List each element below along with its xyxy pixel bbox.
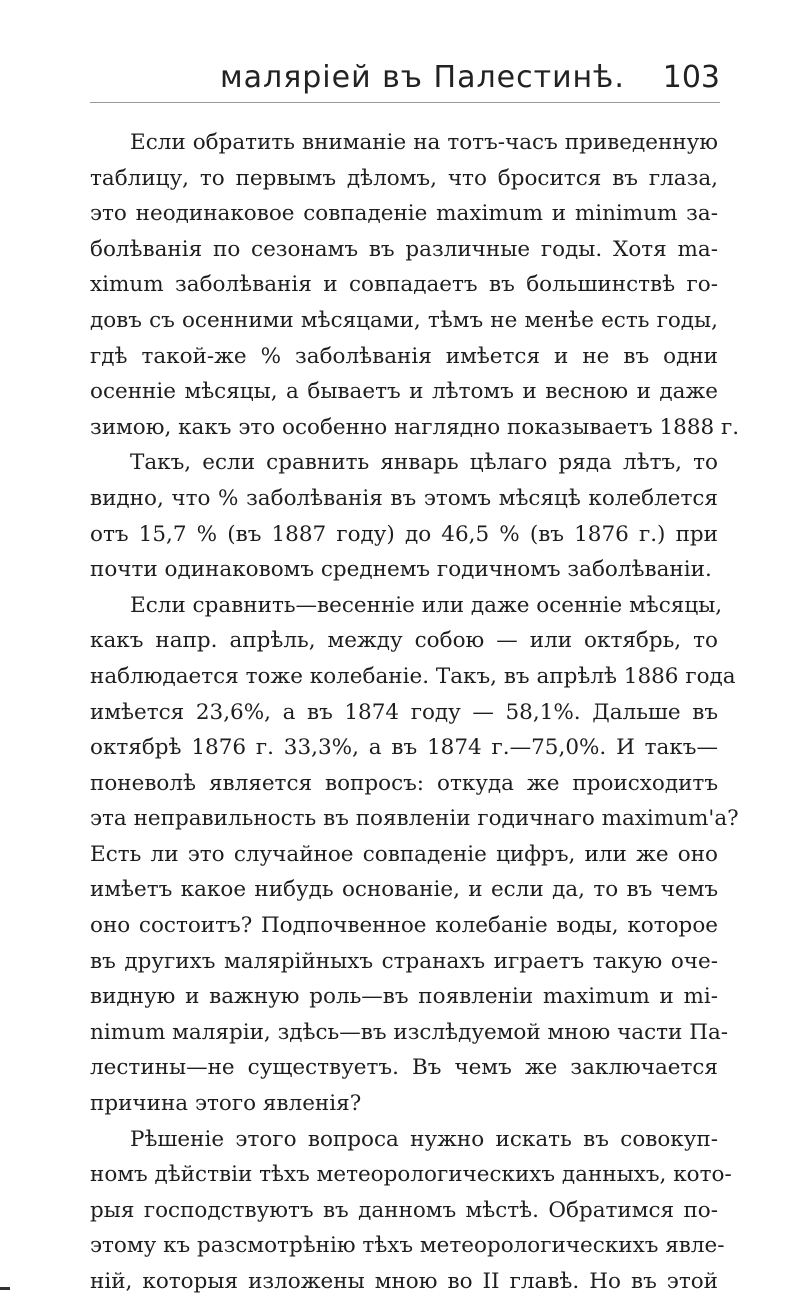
text-line: Если обратить вниманіе на тотъ-часъ приведенную: [130, 130, 718, 155]
text-line: наблюдается тоже колебаніе. Такъ, въ апрѣлѣ 1886 года: [90, 663, 736, 689]
text-line: отъ 15,7 % (въ 1887 году) до 46,5 % (въ 1876 г.) при: [90, 521, 718, 547]
text-line: эта неправильность въ появленіи годичнаго maximum'a?: [90, 806, 739, 832]
text-line: причина этого явленія?: [90, 1091, 362, 1117]
text-line: Есть ли это случайное совпаденіе цифръ, или же оно: [90, 841, 718, 867]
text-line: Рѣшеніе этого вопроса нужно искать въ совокуп-: [130, 1126, 718, 1152]
text-line: зимою, какъ это особенно наглядно показываетъ 1888 г.: [90, 414, 740, 440]
text-line: Такъ, если сравнить январь цѣлаго ряда лѣтъ, то: [130, 450, 718, 476]
text-line: этому къ разсмотрѣнію тѣхъ метеорологическихъ явле-: [90, 1233, 725, 1259]
text-line: гдѣ такой-же % заболѣванія имѣется и не въ одни: [90, 343, 718, 369]
text-line: имѣетъ какое нибудь основаніе, и если да, то въ чемъ: [90, 877, 718, 903]
text-line: оно состоитъ? Подпочвенное колебаніе воды, которое: [90, 913, 718, 939]
running-title: маляріей въ Палестинѣ.: [220, 60, 625, 95]
header-rule: [90, 102, 720, 103]
text-line: осенніе мѣсяцы, а бываетъ и лѣтомъ и весною и даже: [90, 379, 718, 405]
text-line: ximum заболѣванія и совпадаетъ въ большинствѣ го-: [90, 272, 718, 298]
text-line: номъ дѣйствіи тѣхъ метеорологическихъ данныхъ, кото-: [90, 1162, 732, 1188]
running-head: [90, 56, 720, 104]
page-number: 103: [662, 60, 720, 95]
text-line: видную и важную роль—въ появленіи maximum и mi-: [90, 984, 718, 1010]
text-line: nimum маляріи, здѣсь—въ изслѣдуемой мною части Па-: [90, 1019, 729, 1045]
text-line: имѣется 23,6%, а въ 1874 году — 58,1%. Дальше въ: [90, 699, 718, 725]
body-text: [90, 125, 740, 1300]
text-line: какъ напр. апрѣль, между собою — или октябрь, то: [90, 628, 718, 654]
text-line: октябрѣ 1876 г. 33,3%, а въ 1874 г.—75,0%. И такъ—: [90, 735, 718, 761]
text-line: болѣванія по сезонамъ въ различные годы. Хотя ma-: [90, 236, 718, 262]
text-line: Если сравнить—весенніе или даже осенніе мѣсяцы,: [130, 592, 723, 618]
text-line: ній, которыя изложены мною во II главѣ. Но въ этой: [90, 1269, 718, 1294]
text-line: видно, что % заболѣванія въ этомъ мѣсяцѣ колеблется: [90, 485, 718, 511]
text-line: въ другихъ малярійныхъ странахъ играетъ такую оче-: [90, 948, 718, 974]
text-line: рыя господствуютъ въ данномъ мѣстѣ. Обратимся по-: [90, 1197, 718, 1223]
page-edge-mark: [0, 1287, 10, 1290]
text-line: лестины—не существуетъ. Въ чемъ же заключается: [90, 1055, 718, 1081]
text-line: почти одинаковомъ среднемъ годичномъ заболѣваніи.: [90, 557, 712, 583]
text-line: поневолѣ является вопросъ: откуда же происходитъ: [90, 770, 718, 796]
text-line: довъ съ осенними мѣсяцами, тѣмъ не менѣе есть годы,: [90, 307, 718, 333]
text-line: это неодинаковое совпаденіе maximum и minimum за-: [90, 201, 718, 227]
text-line: таблицу, то первымъ дѣломъ, что бросится въ глаза,: [90, 165, 718, 191]
